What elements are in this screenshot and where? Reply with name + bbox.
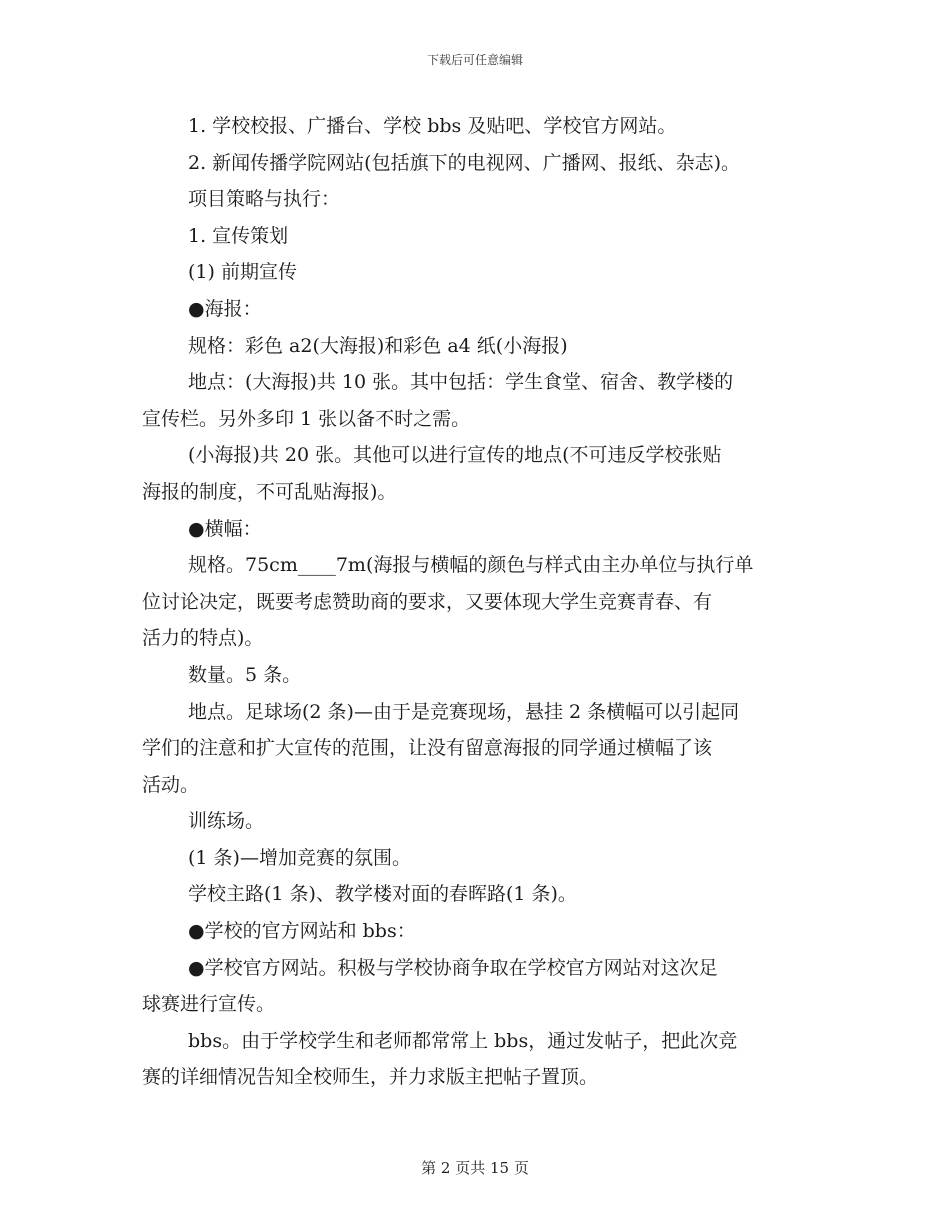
subsubsection-heading: (1) 前期宣传: [188, 261, 297, 284]
paragraph-line: 规格：彩色 a2(大海报)和彩色 a4 纸(小海报): [188, 334, 568, 357]
paragraph-line: 位讨论决定，既要考虑赞助商的要求，又要体现大学生竞赛青春、有: [142, 590, 713, 613]
bullet-banner: ●横幅：: [188, 517, 262, 540]
paragraph-line: 活动。: [142, 773, 200, 796]
page-footer: 第 2 页共 15 页: [421, 1159, 529, 1177]
paragraph-line: 活力的特点)。: [142, 627, 264, 650]
paragraph-line: (小海报)共 20 张。其他可以进行宣传的地点(不可违反学校张贴: [188, 444, 722, 467]
page-header: 下载后可任意编辑: [426, 53, 523, 67]
paragraph-line: 数量。5 条。: [188, 663, 302, 686]
paragraph-line: 训练场。: [188, 810, 265, 833]
paragraph-line: 赛的详细情况告知全校师生，并力求版主把帖子置顶。: [142, 1066, 599, 1089]
paragraph-line: 规格。75cm____7m(海报与横幅的颜色与样式由主办单位与执行单: [188, 554, 754, 577]
paragraph-line: 海报的制度，不可乱贴海报)。: [142, 480, 397, 503]
section-heading: 项目策略与执行：: [188, 188, 341, 211]
paragraph-line: 地点。足球场(2 条)—由于是竞赛现场，悬挂 2 条横幅可以引起同: [188, 700, 740, 723]
paragraph-line: 宣传栏。另外多印 1 张以备不时之需。: [142, 407, 471, 430]
paragraph-line: 学校主路(1 条)、教学楼对面的春晖路(1 条)。: [188, 883, 577, 906]
bullet-poster: ●海报：: [188, 297, 262, 320]
bullet-official-site: ●学校官方网站。积极与学校协商争取在学校官方网站对这次足: [188, 956, 718, 979]
list-item-2: 2. 新闻传播学院网站(包括旗下的电视网、广播网、报纸、杂志)。: [188, 151, 740, 174]
paragraph-line: (1 条)—增加竞赛的氛围。: [188, 846, 411, 869]
document-body: [142, 108, 822, 1096]
paragraph-line: bbs。由于学校学生和老师都常常上 bbs，通过发帖子，把此次竞: [188, 1029, 738, 1052]
paragraph-line: 球赛进行宣传。: [142, 993, 276, 1016]
paragraph-line: 地点：(大海报)共 10 张。其中包括：学生食堂、宿舍、教学楼的: [188, 371, 734, 394]
bullet-website-bbs: ●学校的官方网站和 bbs：: [188, 920, 416, 943]
paragraph-line: 学们的注意和扩大宣传的范围，让没有留意海报的同学通过横幅了该: [142, 737, 713, 760]
list-item-1: 1. 学校校报、广播台、学校 bbs 及贴吧、学校官方网站。: [188, 115, 677, 137]
subsection-heading: 1. 宣传策划: [188, 224, 289, 247]
